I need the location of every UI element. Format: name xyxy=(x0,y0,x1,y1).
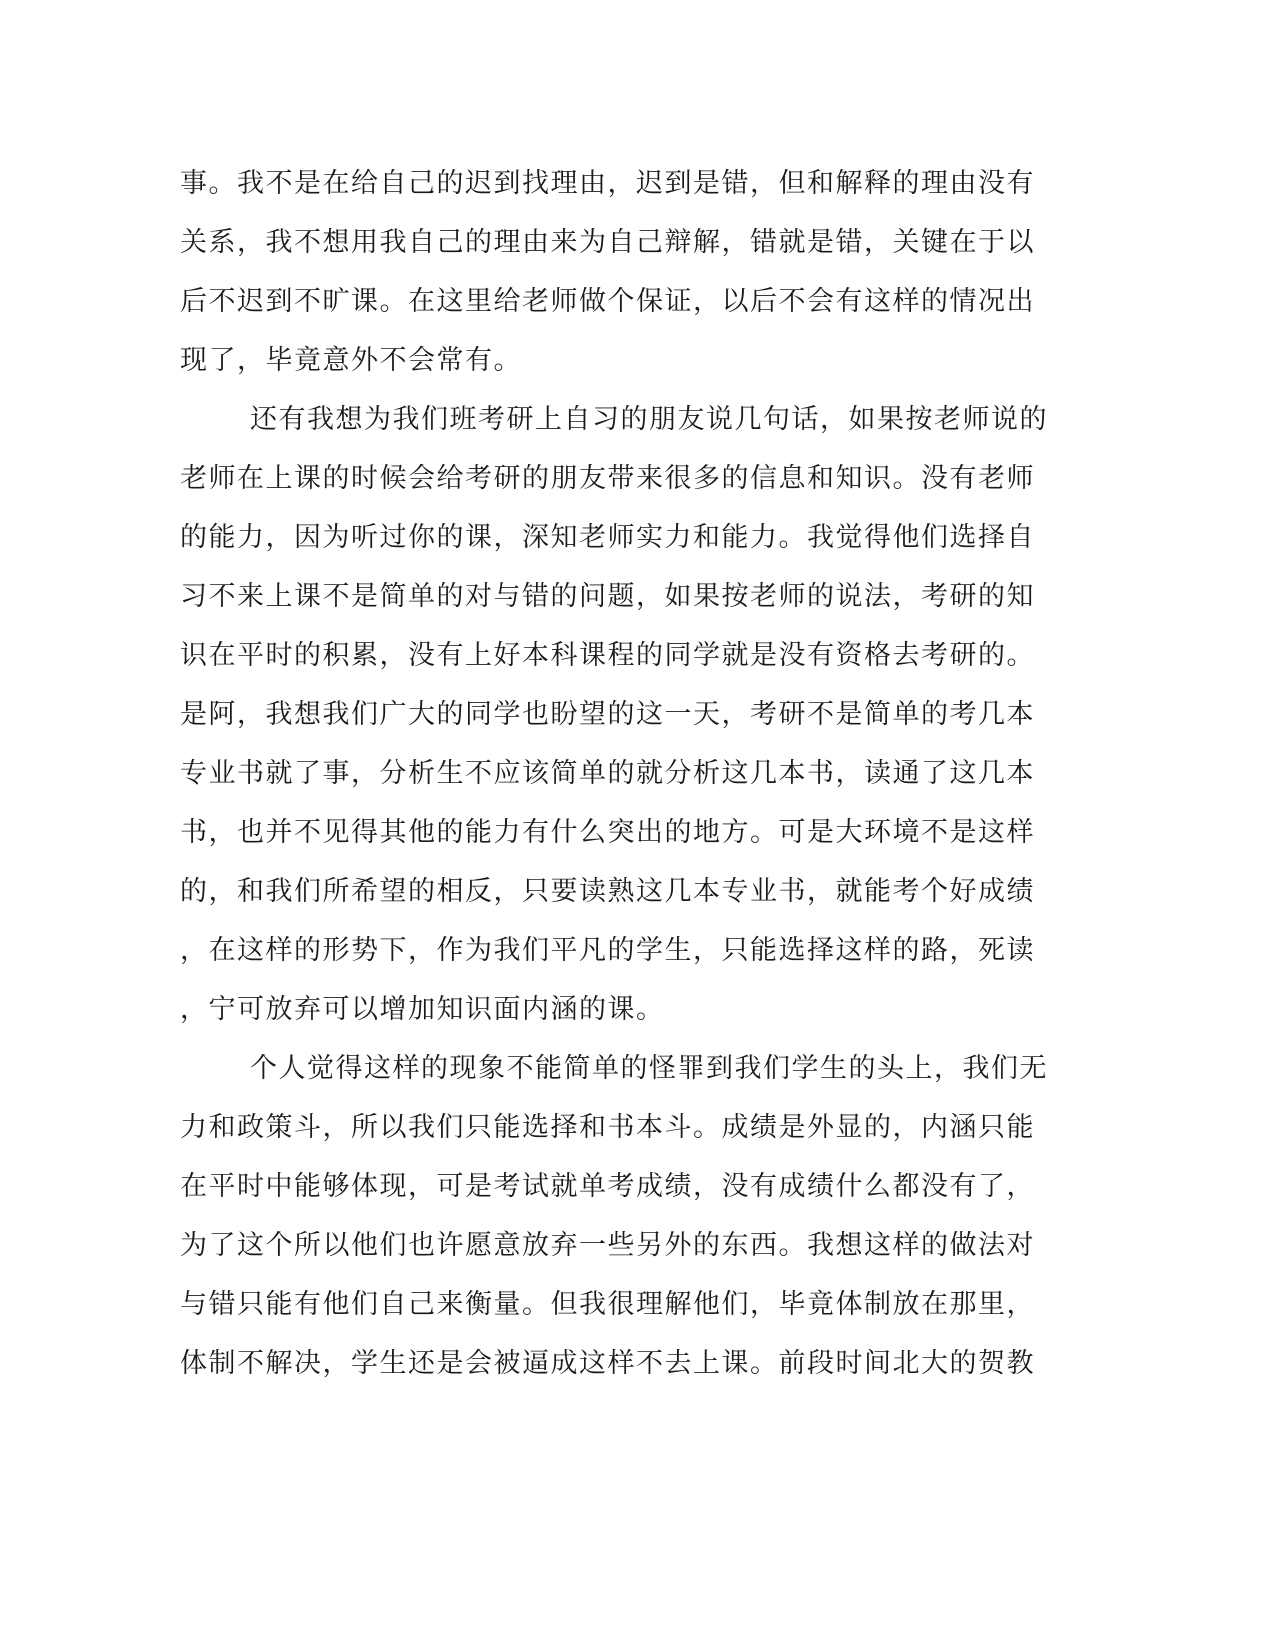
text-line: 后不迟到不旷课。在这里给老师做个保证，以后不会有这样的情况出 xyxy=(180,286,1035,317)
text-line: 专业书就了事，分析生不应该简单的就分析这几本书，读通了这几本 xyxy=(180,758,1035,789)
text-line: 个人觉得这样的现象不能简单的怪罪到我们学生的头上，我们无 xyxy=(250,1053,1048,1084)
text-line: 识在平时的积累，没有上好本科课程的同学就是没有资格去考研的。 xyxy=(180,640,1035,671)
text-line: 力和政策斗，所以我们只能选择和书本斗。成绩是外显的，内涵只能 xyxy=(180,1112,1035,1143)
text-line: 的能力，因为听过你的课，深知老师实力和能力。我觉得他们选择自 xyxy=(180,522,1035,553)
text-line: 在平时中能够体现，可是考试就单考成绩，没有成绩什么都没有了， xyxy=(180,1171,1035,1202)
document-body xyxy=(180,154,1060,1393)
text-line: 书，也并不见得其他的能力有什么突出的地方。可是大环境不是这样 xyxy=(180,817,1035,848)
text-line: 的，和我们所希望的相反，只要读熟这几本专业书，就能考个好成绩 xyxy=(180,876,1035,907)
text-line: ，宁可放弃可以增加知识面内涵的课。 xyxy=(180,994,665,1025)
text-line: 与错只能有他们自己来衡量。但我很理解他们，毕竟体制放在那里， xyxy=(180,1289,1035,1320)
paragraph-3 xyxy=(180,1039,1060,1393)
text-line: ，在这样的形势下，作为我们平凡的学生，只能选择这样的路，死读 xyxy=(180,935,1035,966)
text-line: 现了，毕竟意外不会常有。 xyxy=(180,345,522,376)
text-line: 还有我想为我们班考研上自习的朋友说几句话，如果按老师说的 xyxy=(250,404,1048,435)
text-line: 是阿，我想我们广大的同学也盼望的这一天，考研不是简单的考几本 xyxy=(180,699,1035,730)
paragraph-1 xyxy=(180,154,1060,390)
text-line: 关系，我不想用我自己的理由来为自己辩解，错就是错，关键在于以 xyxy=(180,227,1035,258)
text-line: 体制不解决，学生还是会被逼成这样不去上课。前段时间北大的贺教 xyxy=(180,1348,1035,1379)
paragraph-2 xyxy=(180,390,1060,1039)
text-line: 老师在上课的时候会给考研的朋友带来很多的信息和知识。没有老师 xyxy=(180,463,1035,494)
text-line: 事。我不是在给自己的迟到找理由，迟到是错，但和解释的理由没有 xyxy=(180,168,1035,199)
text-line: 习不来上课不是简单的对与错的问题，如果按老师的说法，考研的知 xyxy=(180,581,1035,612)
text-line: 为了这个所以他们也许愿意放弃一些另外的东西。我想这样的做法对 xyxy=(180,1230,1035,1261)
